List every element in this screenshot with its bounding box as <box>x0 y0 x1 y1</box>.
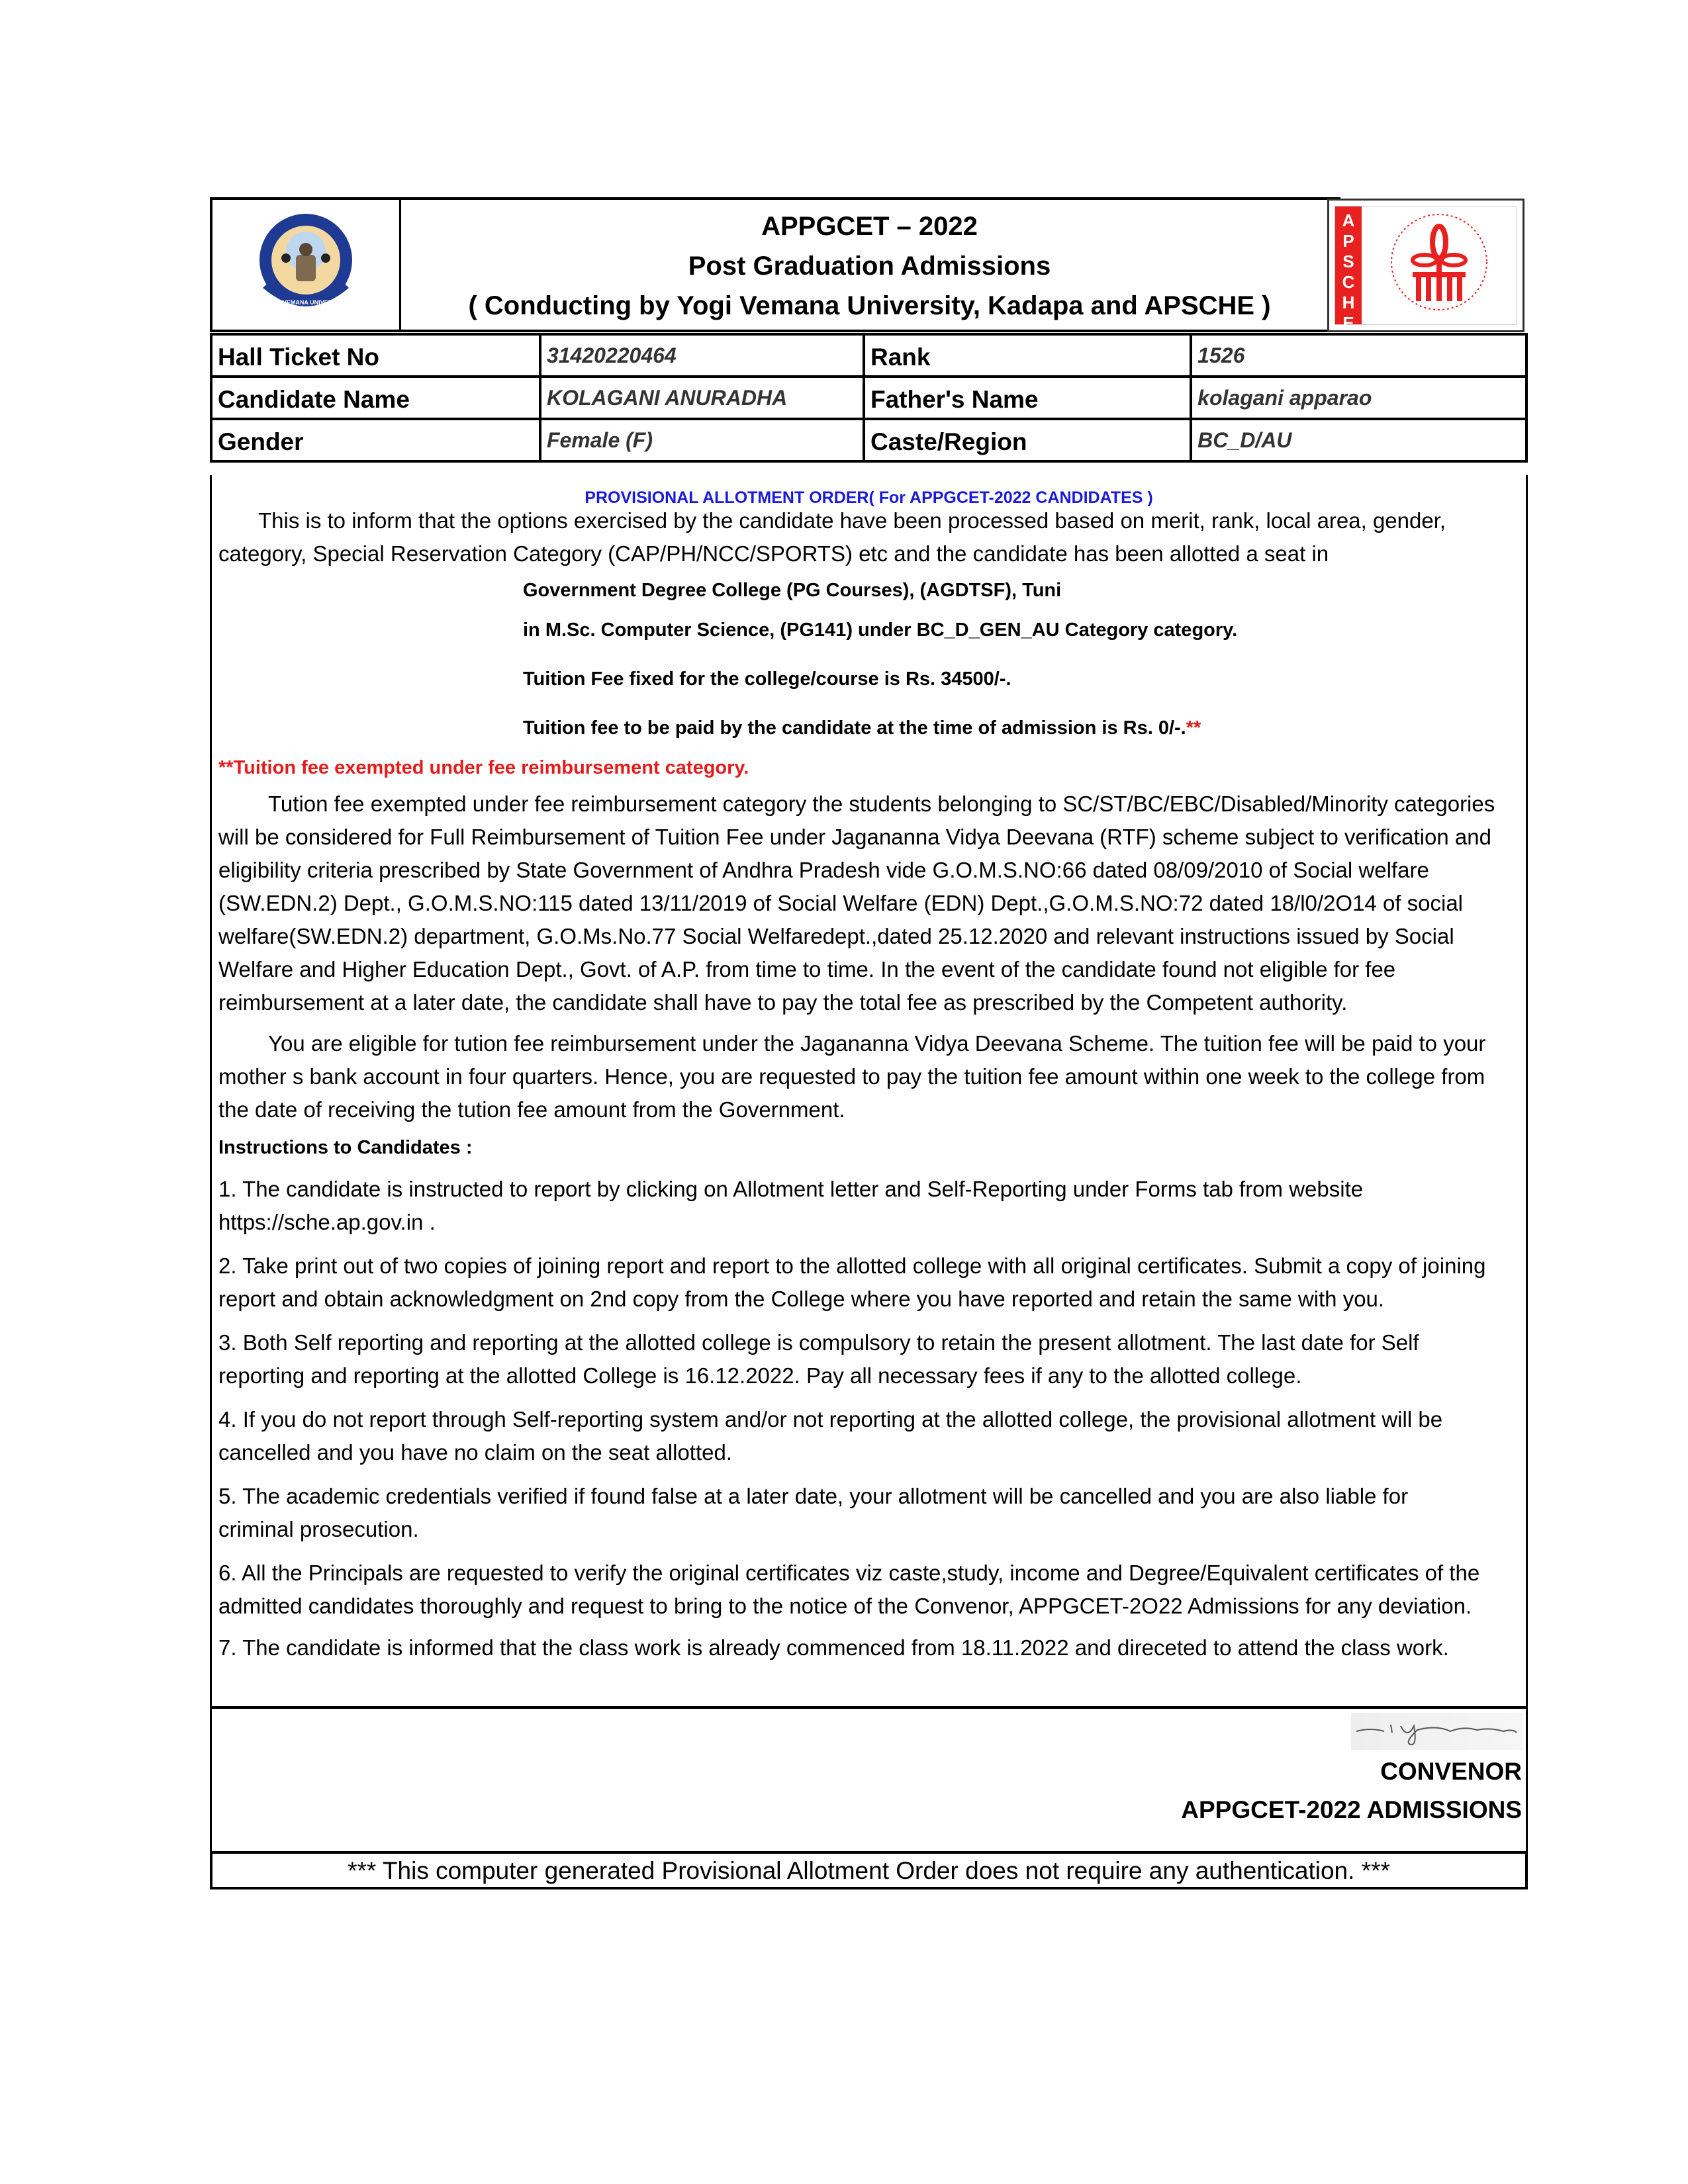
apsche-letter: P <box>1342 231 1354 251</box>
signature-divider <box>212 1706 1526 1709</box>
apsche-letter: S <box>1342 251 1354 271</box>
reimbursement-line: Welfare and Higher Education Dept., Govt. of A.P. from time to time. In the event of the candidate found not eligible for fee <box>218 957 1396 981</box>
rank-value: 1526 <box>1191 334 1526 377</box>
instruction-item: 1. The candidate is instructed to report by clicking on Allotment letter and Self-Reporting under Forms tab from website <box>218 1177 1364 1201</box>
apsche-letter: H <box>1342 293 1355 312</box>
authentication-footer: *** This computer generated Provisional Allotment Order does not require any authentication. *** <box>210 1851 1528 1889</box>
reimbursement-line: will be considered for Full Reimbursement of Tuition Fee under Jagananna Vidya Deevana (RTF) scheme subject to verification and <box>218 825 1491 849</box>
caste-region-label: Caste/Region <box>864 419 1191 461</box>
candidate-info-table <box>210 333 1528 463</box>
allotment-order-body <box>210 475 1528 1852</box>
caste-region-value: BC_D/AU <box>1191 419 1526 461</box>
rank-label: Rank <box>864 334 1191 377</box>
hall-ticket-value: 31420220464 <box>540 334 864 377</box>
reimbursement-line: Tution fee exempted under fee reimbursement category the students belonging to SC/ST/BC/EBC/Disabled/Minority categories <box>268 792 1495 816</box>
instruction-item: report and obtain acknowledgment on 2nd copy from the College where you have reported and retain the same with you. <box>218 1287 1385 1311</box>
instruction-item: 6. All the Principals are requested to verify the original certificates viz caste,study, income and Degree/Equivalent certificates of the <box>218 1561 1480 1585</box>
apsche-letter: E <box>1342 313 1354 333</box>
apsche-letter-bar <box>1335 206 1362 333</box>
apsche-logo-box <box>1327 199 1524 332</box>
allotted-college: Government Degree College (PG Courses), (AGDTSF), Tuni <box>523 580 1062 601</box>
university-seal-icon <box>250 208 362 321</box>
fee-payable-text: Tuition fee to be paid by the candidate at the time of admission is Rs. 0/-. <box>523 717 1186 739</box>
gender-label: Gender <box>211 419 540 461</box>
order-heading: PROVISIONAL ALLOTMENT ORDER( For APPGCET-2022 CANDIDATES ) <box>585 488 1153 507</box>
gender-value: Female (F) <box>540 419 864 461</box>
instruction-item: 4. If you do not report through Self-reporting system and/or not reporting at the allotted college, the provisional allotment will be <box>218 1407 1443 1432</box>
reimbursement-line: eligibility criteria prescribed by State Government of Andhra Pradesh vide G.O.M.S.NO:66 dated 08/09/2010 of Social welfare <box>218 858 1429 882</box>
intro-line-2: category, Special Reservation Category (CAP/PH/NCC/SPORTS) etc and the candidate has been allotted a seat in <box>218 541 1329 566</box>
apsche-letter: C <box>1342 272 1355 292</box>
fee-payable <box>523 717 1201 739</box>
father-name-value: kolagani apparao <box>1191 377 1526 419</box>
instruction-item: 5. The academic credentials verified if found false at a later date, your allotment will be cancelled and you are also liable for <box>218 1484 1409 1508</box>
apsche-logo <box>1335 206 1517 333</box>
reimbursement-line: welfare(SW.EDN.2) department, G.O.Ms.No.77 Social Welfaredept.,dated 25.12.2020 and relevant instructions issued by Social <box>218 924 1454 948</box>
instruction-item: reporting and reporting at the allotted College is 16.12.2022. Pay all necessary fees if any to the allotted college. <box>218 1363 1302 1388</box>
exam-title: APPGCET – 2022 <box>761 212 978 241</box>
instruction-item: admitted candidates thoroughly and request to bring to the notice of the Convenor, APPGCET-2O22 Admissions for any deviation. <box>218 1594 1472 1618</box>
table-row <box>211 334 1526 377</box>
reimbursement-line: (SW.EDN.2) Dept., G.O.M.S.NO:115 dated 13/11/2019 of Social Welfare (EDN) Dept.,G.O.M.S.NO:72 dated 18/l0/2O14 of social <box>218 891 1464 915</box>
apsche-seal-icon <box>1362 206 1517 324</box>
instruction-item: 7. The candidate is informed that the class work is already commenced from 18.11.2022 and direceted to attend the class work. <box>218 1635 1449 1660</box>
reimbursement-line: reimbursement at a later date, the candidate shall have to pay the total fee as prescribed by the Competent authority. <box>218 990 1348 1015</box>
table-row <box>211 419 1526 461</box>
instruction-item: cancelled and you have no claim on the seat allotted. <box>218 1440 733 1465</box>
svg-text:YOGI VEMANA UNIVERSITY: YOGI VEMANA UNIVERSITY <box>265 299 346 306</box>
intro-line-1: This is to inform that the options exercised by the candidate have been processed based on merit, rank, local area, gender, <box>258 508 1446 533</box>
left-logo-cell <box>212 200 401 330</box>
instruction-item: 3. Both Self reporting and reporting at the allotted college is compulsory to retain the present allotment. The last date for Self <box>218 1330 1419 1355</box>
candidate-name-label: Candidate Name <box>211 377 540 419</box>
conducting-body: ( Conducting by Yogi Vemana University, Kadapa and APSCHE ) <box>468 291 1271 320</box>
instruction-item: 2. Take print out of two copies of joining report and report to the allotted college with all original certificates. Submit a copy of joining <box>218 1253 1486 1278</box>
signature-icon <box>1351 1713 1523 1750</box>
document-header <box>210 197 1340 332</box>
candidate-name-value: KOLAGANI ANURADHA <box>540 377 864 419</box>
admissions-title: Post Graduation Admissions <box>688 251 1051 281</box>
allotted-course: in M.Sc. Computer Science, (PG141) under BC_D_GEN_AU Category category. <box>523 619 1238 641</box>
convenor-title: CONVENOR <box>1380 1758 1522 1785</box>
convenor-office: APPGCET-2022 ADMISSIONS <box>1181 1796 1522 1823</box>
fee-fixed: Tuition Fee fixed for the college/course is Rs. 34500/-. <box>523 668 1011 690</box>
instructions-heading: Instructions to Candidates : <box>218 1137 473 1158</box>
eligibility-line: the date of receiving the tution fee amount from the Government. <box>218 1097 845 1122</box>
instruction-website-link[interactable]: https://sche.ap.gov.in . <box>218 1210 436 1234</box>
exemption-note: **Tuition fee exempted under fee reimbursement category. <box>218 757 749 778</box>
table-row <box>211 377 1526 419</box>
eligibility-line: mother s bank account in four quarters. Hence, you are requested to pay the tuition fee amount within one week to the college from <box>218 1064 1485 1089</box>
apsche-letter: A <box>1342 210 1355 230</box>
header-title-block <box>401 200 1338 330</box>
fee-payable-mark: ** <box>1186 717 1201 739</box>
instruction-item: criminal prosecution. <box>218 1517 419 1541</box>
eligibility-line: You are eligible for tution fee reimbursement under the Jagananna Vidya Deevana Scheme. The tuition fee will be paid to your <box>268 1031 1486 1056</box>
father-name-label: Father's Name <box>864 377 1191 419</box>
hall-ticket-label: Hall Ticket No <box>211 334 540 377</box>
